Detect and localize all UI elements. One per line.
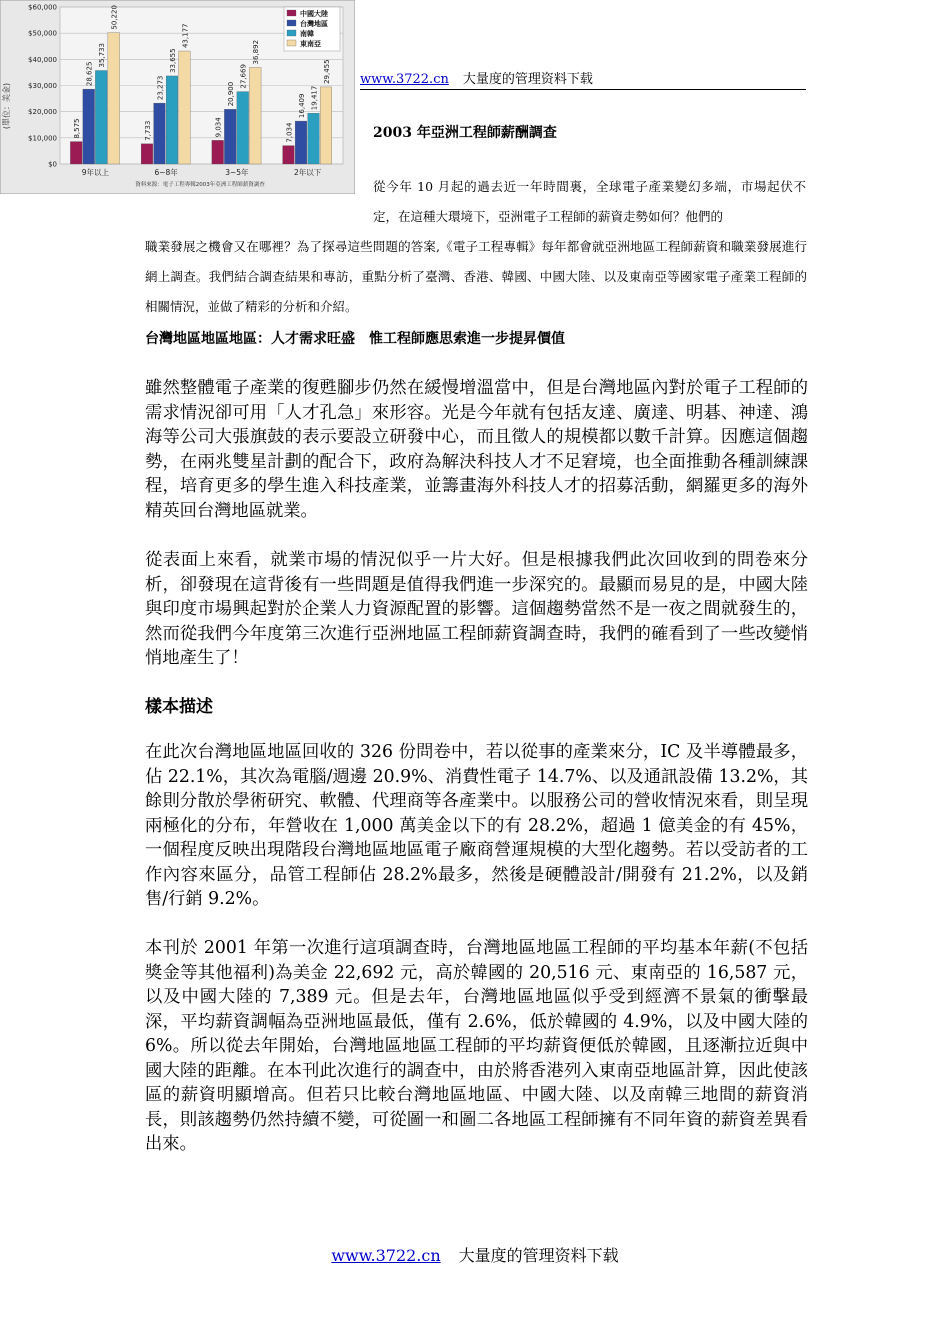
bar [83, 89, 95, 164]
bar-value-label: 7,733 [143, 120, 152, 141]
x-tick-label: 9年以上 [81, 168, 110, 177]
bar [166, 76, 178, 164]
section-heading-taiwan: 台灣地區地區地區：人才需求旺盛 惟工程師應思索進一步提昇價值 [145, 331, 565, 347]
legend-entry: 東南亞 [300, 40, 321, 48]
y-tick-label: $50,000 [28, 29, 57, 38]
bar-value-label: 28,625 [85, 61, 94, 87]
bar [237, 92, 249, 164]
salary-chart-svg [0, 0, 355, 194]
x-tick-label: 3~5年 [225, 168, 249, 177]
y-tick-label: $60,000 [28, 3, 57, 12]
legend-swatch [287, 30, 296, 36]
chart-source: 資料來源：電子工程專輯2003年亞洲工程師薪資調查 [135, 182, 265, 188]
bar-value-label: 35,733 [98, 42, 107, 68]
bar [320, 87, 332, 164]
page-header [360, 68, 806, 87]
header-divider [360, 89, 806, 90]
intro-paragraph-part1: 從今年 10 月起的過去近一年時間裏，全球電子產業變幻多端，市場起伏不定，在這種大環境下，亞洲電子工程師的薪資走勢如何？他們的 [373, 179, 806, 224]
footer-tagline: 大量度的管理资料下载 [458, 1246, 619, 1265]
y-tick-label: $30,000 [28, 82, 57, 90]
bar [224, 109, 236, 164]
bar [295, 121, 307, 164]
bar [108, 33, 120, 164]
bar-value-label: 23,273 [156, 75, 165, 101]
paragraph-3: 在此次台灣地區地區回收的 326 份問卷中，若以從事的產業來分，IC 及半導體最多，佔 22.1%，其次為電腦/週邊 20.9%、消費性電子 14.7%、以及通訊設備 13.2%，其餘則分散於學術研究、軟體、代理商等各產業中。以服務公司的營收情況來看，則呈現兩極化的分布，年營收在 1,000 萬美金以下的有 28.2%，超過 1 億美金的有 45%，一個程度反映出現階段台灣地區地區電子廠商營運規模的大型化趨勢。若以受訪者的工作內容來區分，品管工程師佔 28.2%最多，然後是硬體設計/開發有 21.2%，以及銷售/行銷 9.2%。 [145, 742, 808, 909]
bar [70, 142, 82, 164]
legend-swatch [287, 40, 296, 46]
bar-value-label: 27,669 [239, 64, 248, 89]
y-tick-label: $10,000 [28, 134, 57, 143]
bar [212, 140, 224, 164]
paragraph-2: 從表面上來看，就業市場的情況似乎一片大好。但是根據我們此次回收到的問卷來分析，卻發現在這背後有一些問題是值得我們進一步深究的。最顯而易見的是，中國大陸與印度市場興起對於企業人力資源配置的影響。這個趨勢當然不是一夜之間就發生的，然而從我們今年度第三次進行亞洲地區工程師薪資調查時，我們的確看到了一些改變悄悄地產生了！ [145, 550, 808, 668]
bar-value-label: 43,177 [181, 23, 190, 49]
salary-chart [0, 0, 355, 194]
paragraph-1: 雖然整體電子產業的復甦腳步仍然在緩慢增溫當中，但是台灣地區內對於電子工程師的需求情況卻可用「人才孔急」來形容。光是今年就有包括友達、廣達、明碁、神達、鴻海等公司大張旗鼓的表示要設立研發中心，而且徵人的規模都以數千計算。因應這個趨勢，在兩兆雙星計劃的配合下，政府為解決科技人才不足窘境，也全面推動各種訓練課程，培育更多的學生進入科技產業，並籌畫海外科技人才的招募活動，網羅更多的海外精英回台灣地區就業。 [145, 378, 808, 521]
bar-value-label: 19,417 [310, 85, 319, 111]
legend-entry: 南韓 [300, 30, 314, 38]
article-title: 2003 年亞洲工程師薪酬調查 [373, 125, 557, 141]
bar-value-label: 9,034 [214, 117, 223, 138]
bar-value-label: 16,409 [297, 93, 306, 119]
legend-entry: 中國大陸 [300, 10, 328, 18]
bar [283, 146, 295, 164]
legend-swatch [287, 20, 296, 26]
paragraph-4: 本刊於 2001 年第一次進行這項調查時，台灣地區地區工程師的平均基本年薪(不包括獎金等其他福利)為美金 22,692 元，高於韓國的 20,516 元、東南亞的 16,587 元，以及中國大陸的 7,389 元。但是去年，台灣地區地區似乎受到經濟不景氣的衝擊最深，平均薪資調幅為亞洲地區最低，僅有 2.6%，低於韓國的 4.9%，以及中國大陸的 6%。所以從去年開始，台灣地區地區工程師的平均薪資便低於韓國，且逐漸拉近與中國大陸的距離。在本刊此次進行的調查中，由於將香港列入東南亞地區計算，因此使該區的薪資明顯增高。但若只比較台灣地區地區、中國大陸、以及南韓三地間的薪資消長，則該趨勢仍然持續不變，可從圖一和圖二各地區工程師擁有不同年資的薪資差異看出來。 [145, 938, 808, 1154]
bar [308, 113, 320, 164]
bar-value-label: 8,575 [73, 118, 82, 139]
bar [141, 144, 153, 164]
y-tick-label: $0 [48, 160, 57, 169]
legend-entry: 台灣地區 [300, 20, 328, 28]
header-tagline: 大量度的管理资料下载 [462, 72, 593, 87]
header-link[interactable]: www.3722.cn [360, 72, 449, 87]
legend-swatch [287, 10, 296, 16]
page-footer [0, 1243, 950, 1266]
bar-value-label: 29,455 [322, 59, 331, 84]
bar [95, 70, 107, 164]
bar-value-label: 36,892 [252, 39, 261, 65]
intro-paragraph-part2: 職業發展之機會又在哪裡？為了探尋這些問題的答案,《電子工程專輯》每年都會就亞洲地區工程師薪資和職業發展進行網上調查。我們結合調查結果和專訪，重點分析了臺灣、香港、韓國、中國大陸、以及東南亞等國家電子產業工程師的相關情況，並做了精彩的分析和介紹。 [145, 239, 807, 314]
x-tick-label: 6~8年 [154, 168, 178, 177]
y-axis-label: (單位：美金) [2, 82, 11, 130]
bar-value-label: 7,034 [285, 122, 294, 143]
bar-value-label: 50,220 [110, 5, 119, 30]
x-tick-label: 2年以下 [293, 168, 322, 177]
bar [154, 103, 166, 164]
bar-value-label: 33,655 [168, 48, 177, 73]
y-tick-label: $40,000 [28, 55, 57, 64]
bar-value-label: 20,900 [227, 81, 236, 107]
bar [179, 51, 191, 164]
bar [249, 67, 261, 164]
footer-link[interactable]: www.3722.cn [331, 1246, 441, 1265]
y-tick-label: $20,000 [28, 108, 57, 117]
section-heading-sample: 樣本描述 [145, 697, 213, 717]
